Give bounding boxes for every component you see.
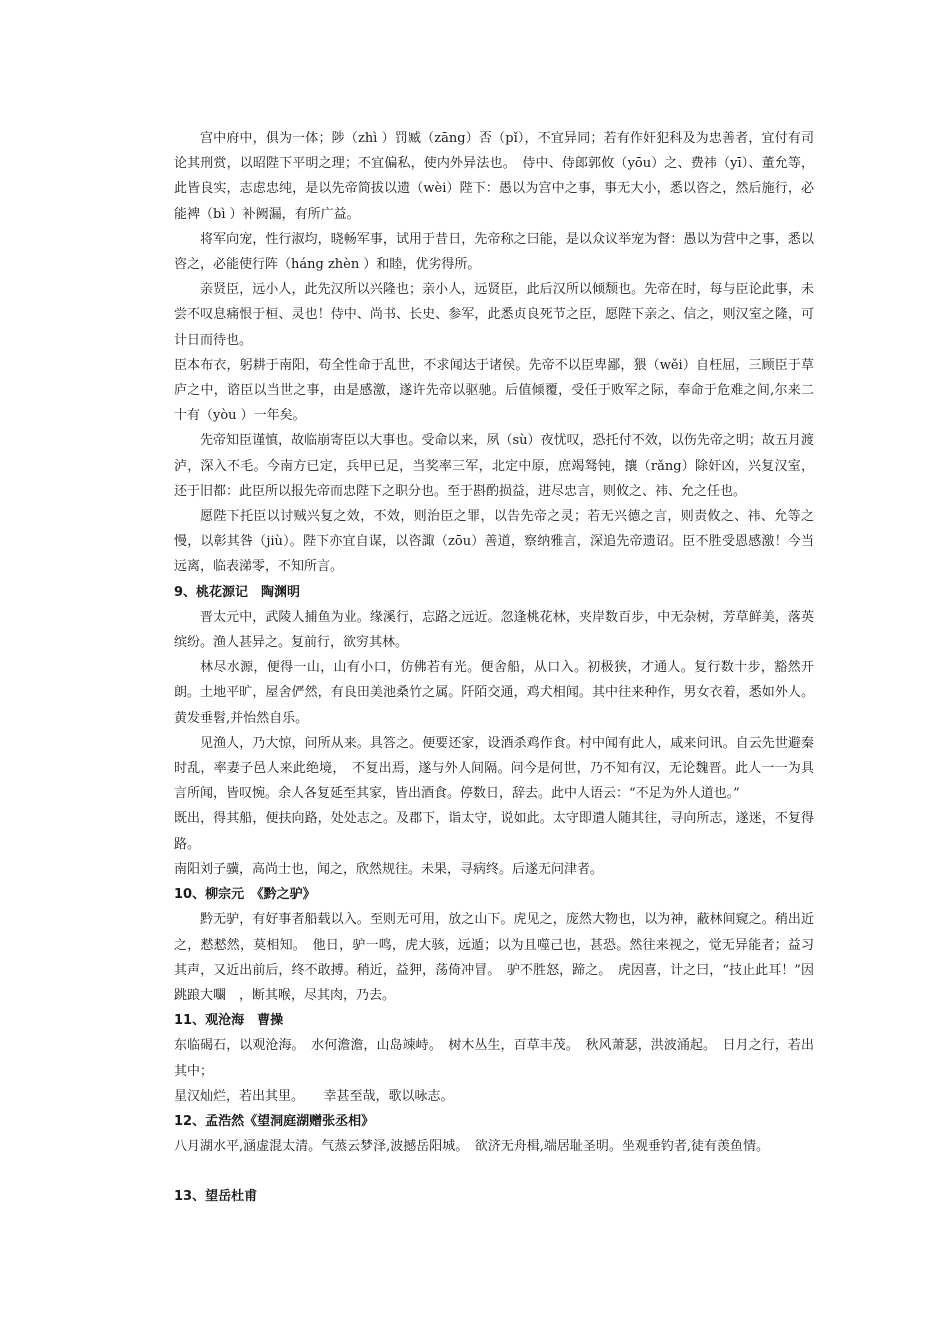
section-heading-13: 13、望岳杜甫 — [174, 1189, 258, 1205]
paragraph-chushibiao-5: 先帝知臣谨慎，故临崩寄臣以大事也。受命以来，夙（sù）夜忧叹，恐托付不效，以伤先帝之明；故五月渡泸，深入不毛。今南方已定，兵甲已足，当奖率三军，北定中原，庶竭驽钝，攘（rǎng）除奸凶，兴复汉室，还于旧都：此臣所以报先帝而忠陛下之职分也。至于斟酌损益，进尽忠言，则攸之、祎、允之任也。 — [174, 433, 814, 499]
paragraph-wangdongtinghu: 八月湖水平,涵虚混太清。气蒸云梦泽,波撼岳阳城。 欲济无舟楫,端居耻圣明。坐观垂钓者,徒有羡鱼情。 — [174, 1139, 770, 1155]
paragraph-guancanghai-1: 东临碣石，以观沧海。 水何澹澹，山岛竦峙。 树木丛生，百草丰茂。 秋风萧瑟，洪波涌起。 日月之行，若出其中； — [174, 1038, 814, 1079]
paragraph-chushibiao-2: 将军向宠，性行淑均，晓畅军事，试用于昔日，先帝称之曰能，是以众议举宠为督：愚以为营中之事，悉以咨之，必能使行阵（háng zhèn ）和睦，优劣得所。 — [174, 231, 814, 273]
paragraph-taohuayuan-1: 晋太元中，武陵人捕鱼为业。缘溪行，忘路之远近。忽逢桃花林，夹岸数百步，中无杂树，芳草鲜美，落英缤纷。渔人甚异之。复前行，欲穷其林。 — [174, 609, 814, 651]
section-heading-10: 10、柳宗元 《黔之驴》 — [174, 887, 316, 903]
document-body — [174, 126, 828, 1210]
section-heading-12: 12、孟浩然《望洞庭湖赠张丞相》 — [174, 1113, 375, 1129]
paragraph-qianzhilv: 黔无驴，有好事者船载以入。至则无可用，放之山下。虎见之，庞然大物也，以为神，蔽林间窥之。稍出近之，慭慭然，莫相知。 他日，驴一鸣，虎大骇，远遁；以为且噬己也，甚恐。然往来视之，觉无异能者；益习其声，又近出前后，终不敢搏。稍近，益狎，荡倚冲冒。 驴不胜怒，蹄之。 虎因喜，计之曰，“技止此耳！”因跳踉大㘚 ，断其喉，尽其肉，乃去。 — [174, 912, 814, 1003]
section-heading-9: 9、桃花源记 陶渊明 — [174, 584, 301, 600]
section-heading-11: 11、观沧海 曹操 — [174, 1013, 284, 1029]
paragraph-chushibiao-1: 宫中府中，俱为一体；陟（zhì ）罚臧（zāng）否（pǐ），不宜异同；若有作奸犯科及为忠善者，宜付有司论其刑赏，以昭陛下平明之理；不宜偏私，使内外异法也。 侍中、侍郎郭攸（yōu）之、费祎（yī）、董允等，此皆良实，志虑忠纯，是以先帝简拔以遗（wèi）陛下：愚以为宫中之事，事无大小，悉以咨之，然后施行，必能裨（bì ）补阙漏，有所广益。 — [174, 131, 814, 222]
blank-line — [174, 1159, 814, 1184]
paragraph-chushibiao-3: 亲贤臣，远小人，此先汉所以兴隆也；亲小人，远贤臣，此后汉所以倾颓也。先帝在时，每与臣论此事，未尝不叹息痛恨于桓、灵也！侍中、尚书、长史、参军，此悉贞良死节之臣，愿陛下亲之、信之，则汉室之隆，可计日而待也。 — [174, 282, 814, 348]
paragraph-taohuayuan-4: 既出，得其船，便扶向路，处处志之。及郡下，诣太守，说如此。太守即遣人随其往，寻向所志，遂迷，不复得路。 — [174, 811, 814, 852]
paragraph-chushibiao-6: 愿陛下托臣以讨贼兴复之效，不效，则治臣之罪，以告先帝之灵；若无兴德之言，则责攸之、祎、允等之 慢，以彰其咎（jiù）。陛下亦宜自谋，以咨諏（zōu）善道，察纳雅言，深追先帝遗诏。臣不胜受恩感激！今当远离，临表涕零，不知所言。 — [174, 509, 828, 575]
paragraph-taohuayuan-3: 见渔人，乃大惊，问所从来。具答之。便要还家，设酒杀鸡作食。村中闻有此人，咸来问讯。自云先世避秦时乱，率妻子邑人来此绝境， 不复出焉，遂与外人间隔。问今是何世，乃不知有汉，无论魏晋。此人一一为具言所闻，皆叹惋。余人各复延至其家，皆出酒食。停数日，辞去。此中人语云：“不足为外人道也。” — [174, 735, 814, 802]
paragraph-guancanghai-2: 星汉灿烂，若出其里。 幸甚至哉，歌以咏志。 — [174, 1088, 454, 1104]
paragraph-chushibiao-4: 臣本布衣，躬耕于南阳，苟全性命于乱世，不求闻达于诸侯。先帝不以臣卑鄙，猥（wěi）自枉屈，三顾臣于草庐之中，谘臣以当世之事，由是感激，遂许先帝以驱驰。后值倾覆，受任于败军之际，奉命于危难之间,尔来二十有（yòu ）一年矣。 — [174, 357, 814, 424]
paragraph-taohuayuan-2: 林尽水源，便得一山，山有小口，仿佛若有光。便舍船，从口入。初极狭，才通人。复行数十步，豁然开朗。土地平旷，屋舍俨然，有良田美池桑竹之属。阡陌交通，鸡犬相闻。其中往来种作，男女衣着，悉如外人。黄发垂髫,并怡然自乐。 — [174, 660, 814, 726]
paragraph-taohuayuan-5: 南阳刘子骥，高尚士也，闻之，欣然规往。未果，寻病终。后遂无问津者。 — [174, 861, 604, 877]
